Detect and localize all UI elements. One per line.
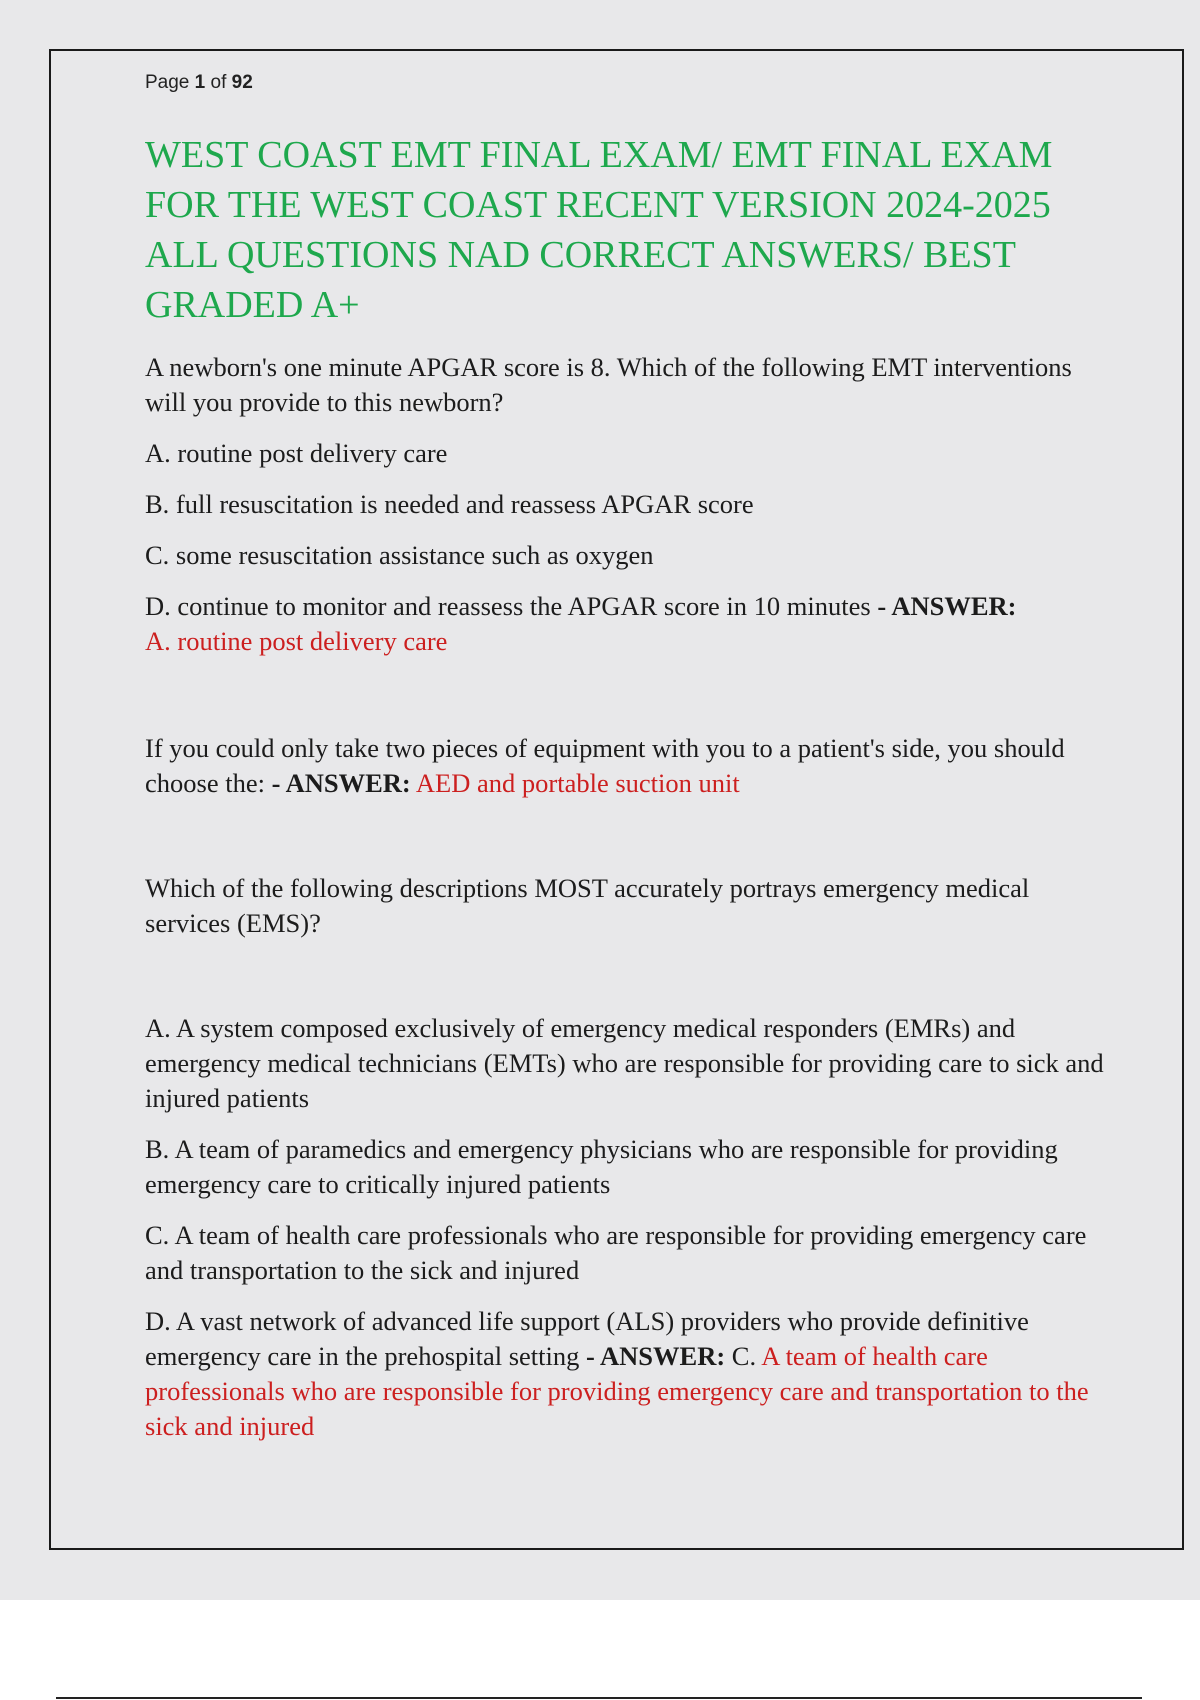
document-title: WEST COAST EMT FINAL EXAM/ EMT FINAL EXAM FOR THE WEST COAST RECENT VERSION 2024-2025 ALL QUESTIONS NAD CORRECT ANSWERS/ BEST GRADED A+ [145,134,1053,326]
answer-label-1 [871,591,1017,621]
question-3-option-b: B. A team of paramedics and emergency physicians who are responsible for providing emergency care to critically injured patients [145,1134,1058,1199]
question-1-option-c: C. some resuscitation assistance such as oxygen [145,540,654,570]
question-1-answer: A. routine post delivery care [145,626,448,656]
current-page: 1 [194,72,206,93]
question-1-option-d [145,589,1105,659]
question-2-answer: AED and portable suction unit [415,768,740,798]
question-3-option-c: C. A team of health care professionals who are responsible for providing emergency care and transportation to the sick and injured [145,1220,1087,1285]
question-3-option-d-text: D. A vast network of advanced life support (ALS) providers who provide definitive emergency care in the prehospital setting [145,1306,1029,1371]
question-3-answer-letter: C. [725,1341,762,1371]
answer-prefix-1: - [870,591,892,621]
page-number [145,72,1105,94]
total-pages: 92 [231,72,253,93]
question-1-text: A newborn's one minute APGAR score is 8. Which of the following EMT interventions will you provide to this newborn? [145,352,1072,417]
page-prefix: Page [145,72,195,93]
question-2 [145,731,1105,801]
question-3-option-d [145,1304,1105,1444]
question-1-option-d-text: D. continue to monitor and reassess the APGAR score in 10 minutes [145,591,871,621]
footer-divider [56,1697,1142,1699]
question-3-option-a: A. A system composed exclusively of emergency medical responders (EMRs) and emergency medical technicians (EMTs) who are responsible for providing care to sick and injured patients [145,1013,1104,1113]
answer-label-3 [579,1341,725,1371]
answer-label-2 [265,768,411,798]
answer-prefix-3: - [579,1341,601,1371]
question-1-option-a: A. routine post delivery care [145,438,448,468]
page-of: of [205,72,232,93]
question-3-answer: A team of health care professionals who are responsible for providing emergency care and transportation to the sick and injured [145,1341,1089,1441]
answer-word-1: ANSWER: [891,591,1017,621]
answer-word-2: ANSWER: [285,768,411,798]
page-content [145,72,1105,1460]
answer-prefix-2: - [264,768,286,798]
question-1-option-b: B. full resuscitation is needed and reassess APGAR score [145,489,754,519]
question-3-text: Which of the following descriptions MOST accurately portrays emergency medical services (EMS)? [145,873,1030,938]
answer-word-3: ANSWER: [600,1341,726,1371]
question-2-text: If you could only take two pieces of equipment with you to a patient's side, you should choose the: [145,733,1065,798]
